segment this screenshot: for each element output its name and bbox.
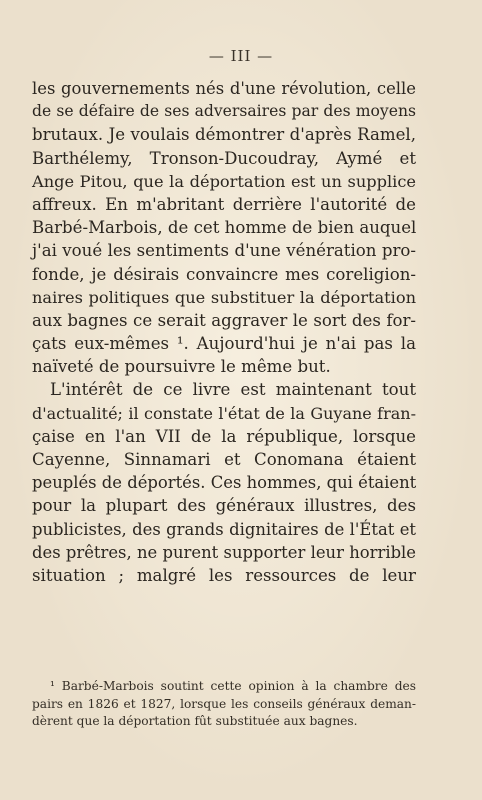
footnote-line: dèrent que la déportation fût substituée aux bagnes.: [32, 714, 358, 728]
text-line: des prêtres, ne purent supporter leur horrible: [32, 542, 416, 562]
text-line: les gouvernements nés d'une révolution, celle: [32, 79, 416, 98]
text-line: peuplés de déportés. Ces hommes, qui étaient: [32, 473, 417, 493]
text-line: Barthélemy, Tronson-Ducoudray, Aymé et: [32, 148, 416, 168]
text-line: publicistes, des grands dignitaires de l'État et: [32, 519, 416, 539]
page-number: — III —: [208, 47, 274, 65]
footnote-line: ¹ Barbé-Marbois soutint cette opinion à la chambre des: [50, 679, 416, 693]
text-line: naïveté de poursuivre le même but.: [32, 357, 331, 377]
text-line: situation ; malgré les ressources de leur: [32, 565, 416, 585]
text-line: d'actualité; il constate l'état de la Guyane fran-: [32, 403, 416, 423]
text-line: affreux. En m'abritant derrière l'autorité de: [32, 194, 416, 214]
text-line: brutaux. Je voulais démontrer d'après Ramel,: [32, 125, 416, 145]
text-line: Cayenne, Sinnamari et Conomana étaient: [32, 450, 416, 469]
text-line: de se défaire de ses adversaires par des moyens: [32, 102, 416, 121]
footnote: [32, 678, 416, 731]
paragraph-start-line: L'intérêt de ce livre est maintenant tout: [50, 380, 416, 400]
text-line: j'ai voué les sentiments d'une vénération pro-: [32, 241, 416, 261]
text-line: fonde, je désirais convaincre mes coreligion-: [32, 264, 416, 284]
text-line: çaise en l'an VII de la république, lorsque: [32, 426, 416, 446]
text-line: çats eux-mêmes ¹. Aujourd'hui je n'ai pas la: [32, 334, 416, 354]
text-line: Barbé-Marbois, de cet homme de bien auquel: [32, 218, 417, 238]
body-text: [32, 77, 416, 587]
footnote-line: pairs en 1826 et 1827, lorsque les conseils généraux deman-: [32, 696, 416, 711]
text-line: pour la plupart des généraux illustres, des: [32, 496, 416, 516]
text-line: aux bagnes ce serait aggraver le sort des for-: [32, 310, 416, 330]
text-line: Ange Pitou, que la déportation est un supplice: [32, 171, 416, 191]
text-line: naires politiques que substituer la déportation: [32, 287, 416, 307]
